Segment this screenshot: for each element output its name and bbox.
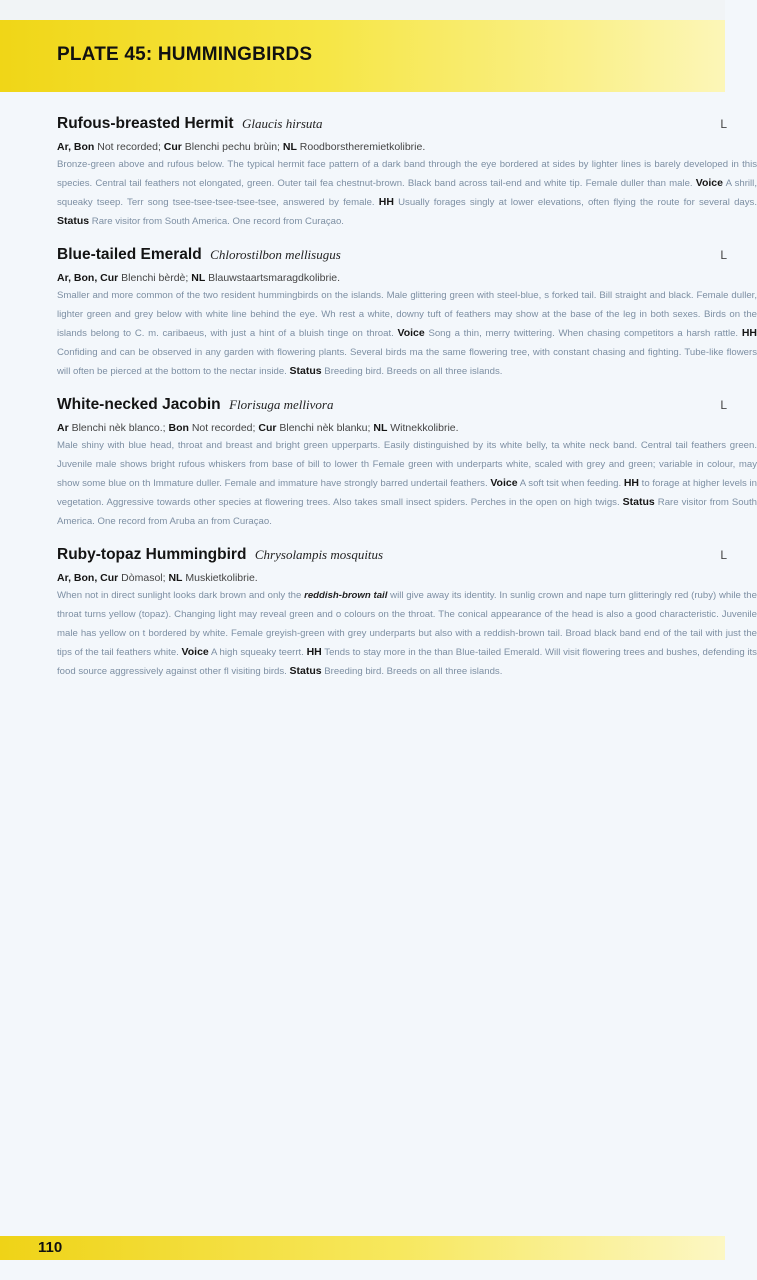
- hh-text: Tends to stay more in the than Blue-tailed Emerald. Will visit flowering trees and bushes, defending its food source aggressively against other fl visiting birds.: [57, 647, 757, 677]
- local-name-text: Blauwstaartsmaragdkolibrie.: [205, 272, 341, 284]
- local-name-code: Ar, Bon, Cur: [57, 572, 119, 584]
- scientific-name: Florisuga mellivora: [229, 397, 334, 412]
- hh-text: Usually forages singly at lower elevations, often flying the route for several days.: [393, 197, 757, 208]
- common-name: White-necked Jacobin: [57, 396, 221, 413]
- plate-marker: L: [720, 398, 727, 412]
- local-name-text: Witnekkolibrie.: [387, 422, 459, 434]
- voice-label: Voice: [181, 646, 209, 658]
- local-name-text: Roodborstheremietkolibrie.: [296, 141, 426, 153]
- species-entry: [57, 246, 757, 381]
- status-label: Status: [57, 215, 90, 227]
- local-names: [57, 420, 725, 436]
- status-label: Status: [622, 496, 655, 508]
- scientific-name: Chlorostilbon mellisugus: [210, 247, 341, 262]
- local-names: [57, 139, 725, 155]
- local-name-code: Cur: [163, 141, 182, 153]
- description-text: Bronze-green above and rufous below. The typical hermit face pattern of a dark band through the eye bordered at sides by lighter lines is barely developed in this species. Central tail feathers not elongated, green. Outer tail fea chestnut-brown. Black band across tail-end and white tip. Female duller than male.: [57, 159, 757, 189]
- entry-heading: [57, 246, 725, 268]
- voice-label: Voice: [695, 177, 723, 189]
- hh-label: HH: [378, 196, 394, 208]
- description-text: Smaller and more common of the two resident hummingbirds on the islands. Male glittering green with steel-blue, s forked tail. Bill straight and black. Female duller, lighter green and grey below with white line behind the eye. Wh rest a white, downy tuft of feathers may show at the base of the leg in both sexes. Birds on the islands belong to C. m. caribaeus, with just a hint of a bluish tinge on throat.: [57, 290, 757, 339]
- local-name-text: Not recorded;: [188, 422, 259, 434]
- plate-marker: L: [720, 117, 727, 131]
- local-name-code: NL: [191, 272, 206, 284]
- local-name-text: Dòmasol;: [118, 572, 169, 584]
- local-name-text: Blenchi nèk blanku;: [276, 422, 374, 434]
- local-name-text: Blenchi nèk blanco.;: [68, 422, 169, 434]
- hh-label: HH: [306, 646, 322, 658]
- voice-text: A high squeaky teerrt.: [208, 647, 307, 658]
- local-name-text: Blenchi pechu brùin;: [181, 141, 283, 153]
- species-entries: [57, 115, 757, 696]
- common-name: Ruby-topaz Hummingbird: [57, 546, 247, 563]
- voice-text: A shrill, squeaky tseep. Terr song tsee-tsee-tsee-tsee-tsee, answered by female.: [57, 178, 757, 208]
- description-text: When not in direct sunlight looks dark brown and only the: [57, 590, 305, 601]
- species-description: [57, 155, 757, 231]
- common-name: Rufous-breasted Hermit: [57, 115, 234, 132]
- status-text: Rare visitor from South America. One record from Aruba an from Curaçao.: [57, 497, 757, 527]
- voice-text: A soft tsit when feeding.: [517, 478, 624, 489]
- status-label: Status: [289, 365, 322, 377]
- page-top-margin: [0, 0, 725, 20]
- status-text: Breeding bird. Breeds on all three islands.: [321, 366, 503, 377]
- plate-title: PLATE 45: HUMMINGBIRDS: [57, 44, 313, 65]
- local-name-code: NL: [168, 572, 183, 584]
- species-description: [57, 436, 757, 531]
- local-names: [57, 570, 725, 586]
- local-name-code: NL: [282, 141, 297, 153]
- hh-label: HH: [741, 327, 757, 339]
- local-name-code: Ar: [57, 422, 69, 434]
- plate-marker: L: [720, 548, 727, 562]
- hh-text: Confiding and can be observed in any garden with flowering plants. Several birds ma the same flowering tree, with constant chasing and fighting. Tube-like flowers will often be pierced at the bottom to the nectar inside.: [57, 347, 757, 377]
- local-name-code: Bon: [168, 422, 189, 434]
- species-entry: [57, 546, 757, 681]
- voice-text: Song a thin, merry twittering. When chasing competitors a harsh rattle.: [424, 328, 742, 339]
- local-name-text: Muskietkolibrie.: [182, 572, 258, 584]
- species-description: [57, 586, 757, 681]
- local-names: [57, 270, 725, 286]
- local-name-code: Cur: [258, 422, 277, 434]
- common-name: Blue-tailed Emerald: [57, 246, 202, 263]
- entry-heading: [57, 396, 725, 418]
- status-text: Rare visitor from South America. One record from Curaçao.: [89, 216, 344, 227]
- local-name-code: NL: [373, 422, 388, 434]
- species-description: [57, 286, 757, 381]
- hh-label: HH: [623, 477, 639, 489]
- key-feature-emphasis: reddish-brown tail: [304, 590, 388, 601]
- hh-text: to forage at higher levels in vegetation. Aggressive towards other species at flowering trees. Also takes small insect spiders. Perches in the open on high twigs.: [57, 478, 757, 508]
- local-name-code: Ar, Bon, Cur: [57, 272, 119, 284]
- scientific-name: Chrysolampis mosquitus: [254, 547, 384, 562]
- entry-heading: [57, 115, 725, 137]
- description-text: will give away its identity. In sunlig crown and nape turn glitteringly red (ruby) while the throat turns yellow (topaz). Changing light may reveal green and o colours on the throat. The conical appearance of the head is also a good characteristic. Juvenile male has yellow on t bordered by white. Female greyish-green with grey underparts but also with a reddish-brown tail. Broad black band end of the tail with just the tips of the tail feathers white.: [57, 590, 757, 658]
- page-number: 110: [38, 1239, 63, 1256]
- local-name-text: Not recorded;: [94, 141, 164, 153]
- description-text: Male shiny with blue head, throat and breast and bright green upperparts. Easily distinguished by its white belly, ta white neck band. Central tail feathers green. Juvenile male shows bright rufous whiskers from base of bill to lower th Female green with underparts white, scaled with grey and green; variable in colour, may show some blue on th Immature duller. Female and immature have strongly barred undertail feathers.: [57, 440, 757, 489]
- local-name-code: Ar, Bon: [57, 141, 95, 153]
- voice-label: Voice: [397, 327, 425, 339]
- species-entry: [57, 396, 757, 531]
- entry-heading: [57, 546, 725, 568]
- status-label: Status: [289, 665, 322, 677]
- scientific-name: Glaucis hirsuta: [242, 116, 323, 131]
- status-text: Breeding bird. Breeds on all three islands.: [321, 666, 503, 677]
- species-entry: [57, 115, 757, 231]
- page-footer-band: [0, 1236, 725, 1260]
- voice-label: Voice: [490, 477, 518, 489]
- local-name-text: Blenchi bèrdè;: [118, 272, 192, 284]
- plate-header-band: [0, 20, 725, 92]
- plate-marker: L: [720, 248, 727, 262]
